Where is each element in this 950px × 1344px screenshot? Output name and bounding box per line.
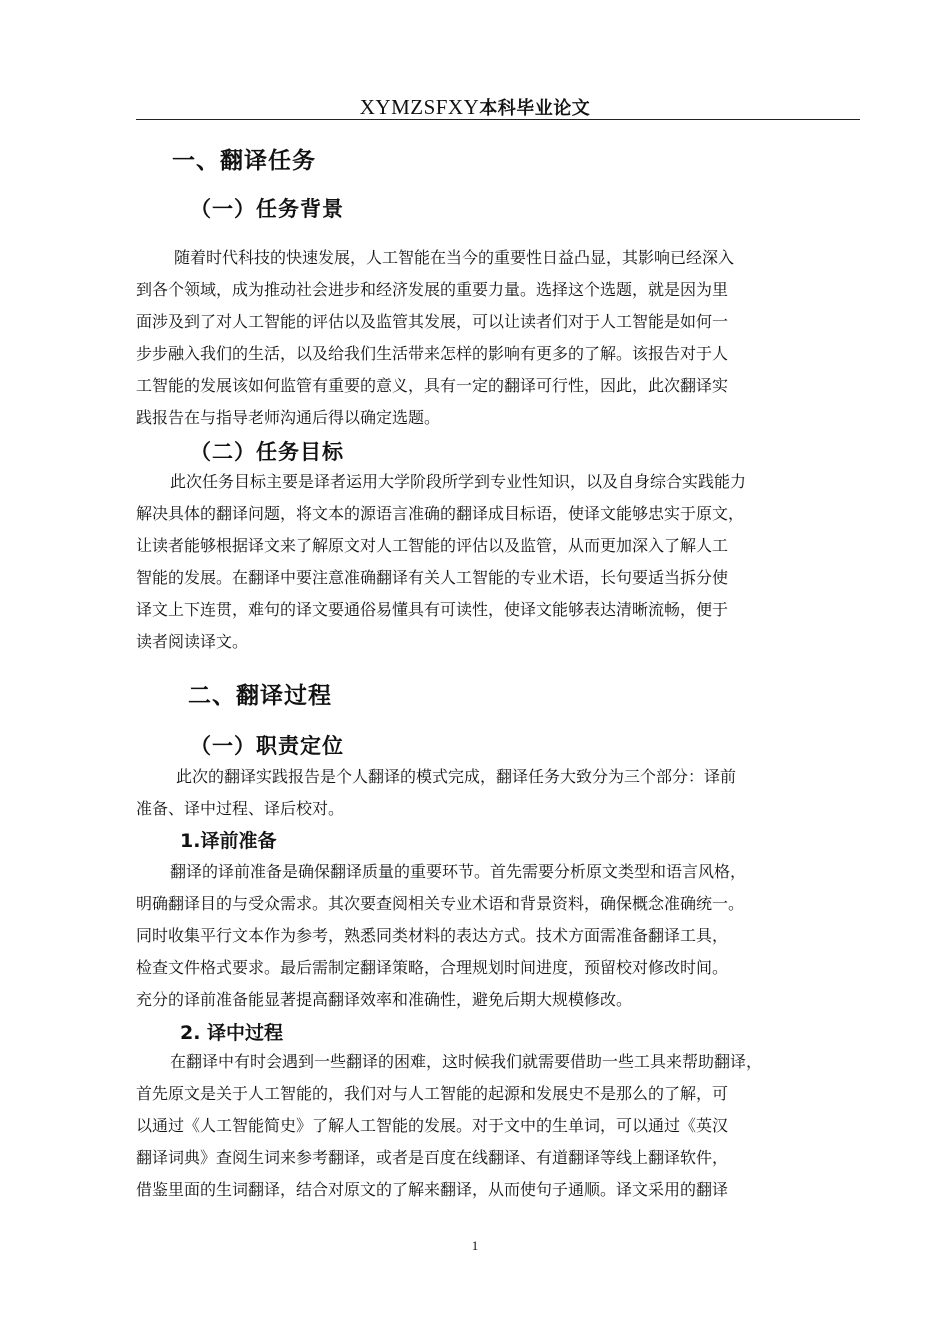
text-line: 翻译的译前准备是确保翻译质量的重要环节。首先需要分析原文类型和语言风格，	[170, 862, 747, 881]
subheading-during-translation: 2. 译中过程	[180, 1022, 284, 1044]
subsection-heading-task-background: （一）任务背景	[190, 197, 344, 221]
text-line: 明确翻译目的与受众需求。其次要查阅相关专业术语和背景资料，确保概念准确统一。	[136, 894, 745, 913]
section-heading-translation-task: 一、翻译任务	[172, 148, 316, 174]
text-line: 借鉴里面的生词翻译，结合对原文的了解来翻译，从而使句子通顺。译文采用的翻译	[136, 1180, 729, 1199]
paragraph-task-background	[136, 242, 860, 434]
running-header	[0, 94, 950, 120]
text-line: 步步融入我们的生活，以及给我们生活带来怎样的影响有更多的了解。该报告对于人	[136, 344, 729, 363]
text-line: 读者阅读译文。	[136, 632, 249, 651]
text-line: 译文上下连贯，难句的译文要通俗易懂具有可读性，使译文能够表达清晰流畅，便于	[136, 600, 729, 619]
section-heading-translation-process: 二、翻译过程	[188, 683, 332, 709]
subsection-heading-role-positioning: （一）职责定位	[190, 734, 344, 758]
subsection-heading-task-objective: （二）任务目标	[190, 440, 344, 464]
text-line: 以通过《人工智能简史》了解人工智能的发展。对于文中的生单词，可以通过《英汉	[136, 1116, 729, 1135]
text-line: 工智能的发展该如何监管有重要的意义，具有一定的翻译可行性，因此，此次翻译实	[136, 376, 729, 395]
text-line: 智能的发展。在翻译中要注意准确翻译有关人工智能的专业术语，长句要适当拆分使	[136, 568, 729, 587]
header-thesis-title: 本科毕业论文	[479, 98, 591, 119]
text-line: 此次任务目标主要是译者运用大学阶段所学到专业性知识，以及自身综合实践能力	[170, 472, 747, 491]
text-line: 翻译词典》查阅生词来参考翻译，或者是百度在线翻译、有道翻译等线上翻译软件，	[136, 1148, 729, 1167]
text-line: 检查文件格式要求。最后需制定翻译策略，合理规划时间进度，预留校对修改时间。	[136, 958, 729, 977]
paragraph-during-translation	[136, 1046, 860, 1206]
subheading-pre-translation: 1.译前准备	[180, 830, 277, 852]
page-number: 1	[471, 1238, 479, 1253]
text-line: 充分的译前准备能显著提高翻译效率和准确性，避免后期大规模修改。	[136, 990, 633, 1009]
text-line: 首先原文是关于人工智能的，我们对与人工智能的起源和发展史不是那么的了解，可	[136, 1084, 729, 1103]
paragraph-role-positioning	[136, 761, 860, 825]
paragraph-pre-translation	[136, 856, 860, 1016]
text-line: 随着时代科技的快速发展，人工智能在当今的重要性日益凸显，其影响已经深入	[174, 248, 735, 267]
header-school-code: XYMZSFXY	[359, 95, 480, 119]
text-line: 让读者能够根据译文来了解原文对人工智能的评估以及监管，从而更加深入了解人工	[136, 536, 729, 555]
text-line: 准备、译中过程、译后校对。	[136, 799, 345, 818]
text-line: 在翻译中有时会遇到一些翻译的困难，这时候我们就需要借助一些工具来帮助翻译，	[170, 1052, 763, 1071]
text-line: 到各个领域，成为推动社会进步和经济发展的重要力量。选择这个选题，就是因为里	[136, 280, 729, 299]
paragraph-task-objective	[136, 466, 860, 658]
header-divider	[136, 119, 860, 120]
text-line: 面涉及到了对人工智能的评估以及监管其发展，可以让读者们对于人工智能是如何一	[136, 312, 729, 331]
text-line: 同时收集平行文本作为参考，熟悉同类材料的表达方式。技术方面需准备翻译工具，	[136, 926, 729, 945]
text-line: 践报告在与指导老师沟通后得以确定选题。	[136, 408, 441, 427]
text-line: 此次的翻译实践报告是个人翻译的模式完成，翻译任务大致分为三个部分：译前	[176, 767, 737, 786]
text-line: 解决具体的翻译问题，将文本的源语言准确的翻译成目标语，使译文能够忠实于原文，	[136, 504, 745, 523]
